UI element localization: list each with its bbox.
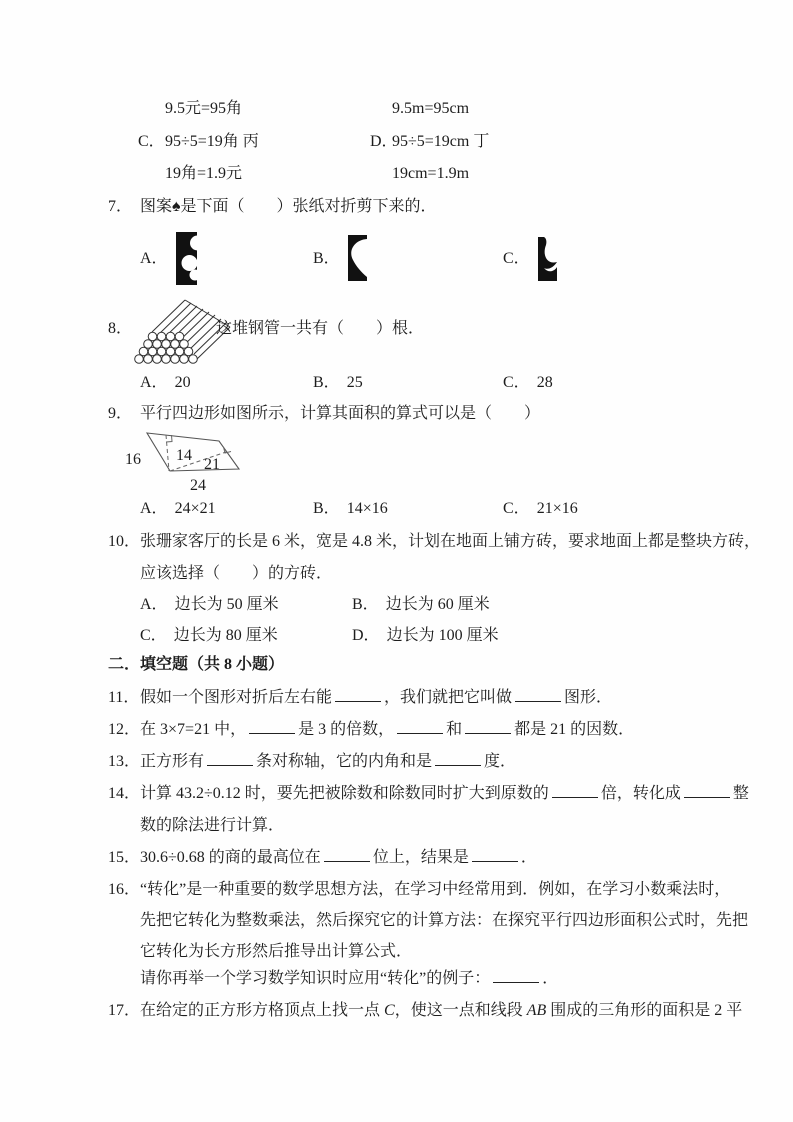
question-14-line2 <box>108 813 757 839</box>
question-10-line2 <box>108 561 757 587</box>
q17-number: 17． <box>108 1002 141 1019</box>
q16-text-line1: “转化”是一种重要的数学思想方法，在学习中经常用到．例如，在学习小数乘法时， <box>140 881 731 898</box>
q10-option-d-value: 边长为 100 厘米 <box>386 627 499 644</box>
q11-text: 假如一个图形对折后左右能 ，我们就把它叫做 图形． <box>140 689 613 706</box>
q10-option-a-label: A． <box>140 596 168 613</box>
q16-text-line3: 它转化为长方形然后推导出计算公式． <box>140 943 413 960</box>
right-angle-mark-side <box>224 447 232 453</box>
blank-line <box>493 979 539 983</box>
q17-text: 在给定的正方形方格顶点上找一点 C，使这一点和线段 AB 围成的三角形的面积是 2 平 <box>140 1002 743 1019</box>
q7-option-a <box>140 226 199 292</box>
question-13 <box>108 749 757 775</box>
q8-number: 8． <box>108 320 133 337</box>
q10-option-c-value: 边长为 80 厘米 <box>173 627 278 644</box>
q12-text: 在 3×7=21 中， 是 3 的倍数， 和 都是 21 的因数． <box>140 721 635 738</box>
q10-option-d-label: D． <box>352 627 380 644</box>
q8-text: 这堆钢管一共有（ ）根． <box>216 320 425 337</box>
q6-eq-left-1: 9.5元=95角 <box>165 100 243 117</box>
q9-option-a <box>140 496 216 522</box>
q8-option-a-label: A． <box>140 374 168 391</box>
q9-option-b-value: 14×16 <box>346 500 388 517</box>
q10-text-line1: 张珊家客厅的长是 6 米，宽是 4.8 米，计划在地面上铺方砖，要求地面上都是整块方砖， <box>140 533 761 550</box>
folded-cut-shape-b-icon <box>347 234 369 284</box>
section-2-header: 二．填空题（共 8 小题） <box>108 656 285 673</box>
q10-option-b <box>352 592 490 618</box>
q8-options <box>108 370 757 396</box>
q6-option-row-1 <box>108 96 757 122</box>
q10-option-b-value: 边长为 60 厘米 <box>385 596 490 613</box>
label-slant: 21 <box>204 456 220 473</box>
q12-number: 12． <box>108 721 141 738</box>
q6-eq-right-3: 19cm=1.9m <box>392 165 470 182</box>
q7-option-c <box>503 226 559 292</box>
q10-text-line2: 应该选择（ ）的方砖． <box>140 565 333 582</box>
q7-option-c-label: C． <box>503 250 530 267</box>
q8-option-b-value: 25 <box>346 374 363 391</box>
blank-line <box>435 762 481 766</box>
question-16-line4 <box>108 966 757 992</box>
q8-option-a <box>140 370 191 396</box>
folded-cut-shape-a-icon <box>175 230 199 288</box>
q6-eq-right-2: 95÷5=19cm 丁 <box>392 133 490 150</box>
q10-option-a <box>140 592 279 618</box>
q6-option-c-label: C． <box>138 133 165 150</box>
q10-number: 10． <box>108 533 141 550</box>
question-17 <box>108 998 757 1024</box>
blank-line <box>684 794 730 798</box>
q10-option-c <box>140 623 278 649</box>
q16-text-line2: 先把它转化为整数乘法，然后探究它的计算方法：在探究平行四边形面积公式时，先把 <box>140 912 749 929</box>
label-side: 16 <box>125 451 141 468</box>
question-15 <box>108 845 757 871</box>
q10-option-a-value: 边长为 50 厘米 <box>174 596 279 613</box>
q7-option-b-label: B． <box>313 250 340 267</box>
blank-line <box>207 762 253 766</box>
q8-option-c-label: C． <box>503 374 530 391</box>
q16-text-line4: 请你再举一个学习数学知识时应用“转化”的例子： ． <box>140 970 559 987</box>
q10-option-d <box>352 623 499 649</box>
q8-option-c <box>503 370 553 396</box>
q14-text-line1: 计算 43.2÷0.12 时，要先把被除数和除数同时扩大到原数的 倍，转化成 整 <box>140 785 749 802</box>
label-base: 24 <box>190 477 206 494</box>
q14-number: 14． <box>108 785 141 802</box>
folded-cut-shape-c-icon <box>537 235 559 283</box>
q8-option-a-value: 20 <box>174 374 191 391</box>
blank-line <box>472 858 518 862</box>
q7-option-a-label: A． <box>140 250 168 267</box>
q13-text: 正方形有 条对称轴，它的内角和是 度． <box>140 753 517 770</box>
q7-text: 图案♠是下面（ ）张纸对折剪下来的． <box>140 198 437 215</box>
question-8 <box>108 294 757 372</box>
q8-option-b-label: B． <box>313 374 340 391</box>
q6-eq-left-3: 19角=1.9元 <box>165 165 243 182</box>
q9-option-c-label: C． <box>503 500 530 517</box>
blank-line <box>397 730 443 734</box>
q9-options <box>108 496 757 522</box>
question-12 <box>108 717 757 743</box>
question-16-line1 <box>108 877 757 903</box>
blank-line <box>335 698 381 702</box>
q6-option-row-3 <box>108 161 757 187</box>
q13-number: 13． <box>108 753 141 770</box>
q10-option-c-label: C． <box>140 627 167 644</box>
q6-eq-right-1: 9.5m=95cm <box>392 100 470 117</box>
q9-option-c-value: 21×16 <box>536 500 578 517</box>
q10-option-b-label: B． <box>352 596 379 613</box>
q10-options-ab <box>108 592 757 618</box>
question-16-line3 <box>108 939 757 965</box>
q10-options-cd <box>108 623 757 649</box>
question-10-line1 <box>108 529 761 555</box>
parallelogram-figure <box>122 420 274 500</box>
q8-option-b <box>313 370 363 396</box>
q15-number: 15． <box>108 849 141 866</box>
q9-option-b-label: B． <box>313 500 340 517</box>
question-11 <box>108 685 757 711</box>
blank-line <box>465 730 511 734</box>
right-angle-mark-top <box>166 435 172 442</box>
q9-text: 平行四边形如图所示，计算其面积的算式可以是（ ） <box>140 405 541 422</box>
q7-number: 7． <box>108 198 133 215</box>
q7-options <box>108 226 757 292</box>
q6-option-row-2 <box>108 129 757 155</box>
q7-option-b <box>313 226 369 292</box>
label-height: 14 <box>176 447 192 464</box>
question-16-line2 <box>108 908 757 934</box>
q9-number: 9． <box>108 405 133 422</box>
question-7 <box>108 194 757 220</box>
q9-option-b <box>313 496 388 522</box>
q9-option-c <box>503 496 578 522</box>
q15-text: 30.6÷0.68 的商的最高位在 位上，结果是 ． <box>140 849 537 866</box>
q9-option-a-value: 24×21 <box>174 500 216 517</box>
q6-eq-left-2: 95÷5=19角 丙 <box>165 133 259 150</box>
q9-option-a-label: A． <box>140 500 168 517</box>
blank-line <box>515 698 561 702</box>
blank-line <box>552 794 598 798</box>
q11-number: 11． <box>108 689 140 706</box>
q9-figure-row <box>108 420 757 500</box>
q16-number: 16． <box>108 881 141 898</box>
q14-text-line2: 数的除法进行计算． <box>140 817 285 834</box>
question-14-line1 <box>108 781 757 807</box>
q6-option-d-label: D． <box>370 133 398 150</box>
q8-option-c-value: 28 <box>536 374 553 391</box>
blank-line <box>249 730 295 734</box>
blank-line <box>324 858 370 862</box>
